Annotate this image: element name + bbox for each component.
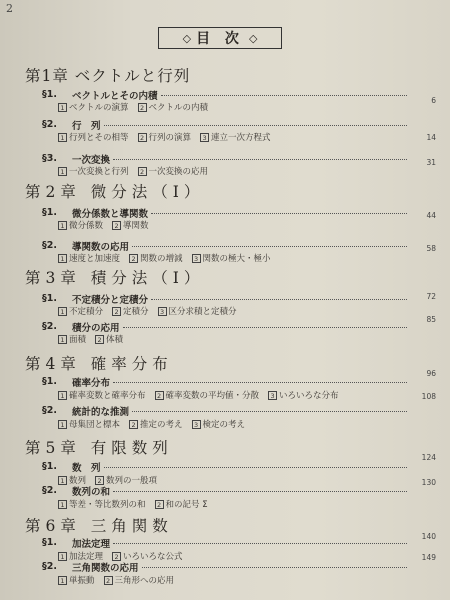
- subsection-item: [192, 254, 271, 264]
- section-row: [42, 484, 410, 497]
- subsection-number-box: 2: [155, 500, 164, 509]
- section-title: 数列の和: [72, 486, 111, 498]
- dot-leader: [123, 326, 407, 328]
- subsection-number-box: 3: [158, 307, 167, 316]
- section-row: [42, 292, 410, 305]
- subsection-item: [95, 335, 123, 345]
- subsection-number-box: 1: [58, 420, 67, 429]
- section-number: §2.: [42, 485, 57, 496]
- subsection-title: 微分係数: [69, 221, 104, 231]
- section-number: §1.: [42, 89, 57, 100]
- subsection-title: 体積: [106, 335, 124, 345]
- section-page-number: 140: [421, 532, 436, 541]
- section-row: [42, 536, 410, 549]
- subsection-item: [58, 167, 129, 177]
- subsection-number-box: 1: [58, 576, 67, 585]
- section-page-number: 108: [421, 392, 436, 401]
- subsection-title: 区分求積と定積分: [168, 307, 237, 317]
- subsection-number-box: 2: [129, 420, 138, 429]
- subsection-title: 定積分: [123, 307, 149, 317]
- section-number: §3.: [42, 153, 57, 164]
- subsection-list: [58, 101, 217, 113]
- section-number: §1.: [42, 376, 57, 387]
- section-page-number: 6: [431, 96, 436, 105]
- subsection-title: 一次変換と行列: [69, 167, 129, 177]
- section-number: §2.: [42, 240, 57, 251]
- subsection-number-box: 2: [104, 576, 113, 585]
- subsection-number-box: 2: [95, 476, 104, 485]
- section-row: [42, 460, 410, 473]
- section-page-number: 96: [426, 369, 436, 378]
- section-page-number: 58: [426, 244, 436, 253]
- subsection-number-box: 1: [58, 307, 67, 316]
- subsection-list: [58, 498, 217, 510]
- section-number: §2.: [42, 561, 57, 572]
- subsection-title: ベクトルの内積: [148, 103, 209, 113]
- subsection-number-box: 2: [138, 167, 147, 176]
- subsection-item: [155, 500, 208, 510]
- section-page-number: 14: [426, 133, 436, 142]
- subsection-title: 推定の考え: [140, 420, 183, 430]
- subsection-item: [129, 420, 183, 430]
- subsection-item: [58, 254, 120, 264]
- subsection-list: [58, 252, 280, 264]
- section-row: [42, 375, 410, 388]
- toc-title-text: 目 次: [196, 31, 244, 47]
- subsection-item: [158, 307, 237, 317]
- subsection-title: 確率変数の平均値・分散: [165, 391, 260, 401]
- subsection-list: [58, 389, 348, 401]
- subsection-number-box: 1: [58, 167, 67, 176]
- subsection-number-box: 1: [58, 476, 67, 485]
- section-number: §2.: [42, 321, 57, 332]
- chapter-heading: 第5章 有限数列: [25, 439, 173, 457]
- subsection-list: [58, 131, 280, 143]
- chapter-heading: 第3章 積分法（I）: [25, 269, 205, 287]
- subsection-item: [58, 307, 103, 317]
- subsection-title: 連立一次方程式: [211, 133, 271, 143]
- subsection-title: 三角形への応用: [114, 576, 175, 586]
- section-title: 統計的な推測: [72, 406, 130, 418]
- section-title: 三角関数の応用: [72, 562, 139, 574]
- subsection-item: [104, 576, 175, 586]
- section-page-number: 124: [421, 453, 436, 462]
- dot-leader: [113, 542, 407, 544]
- subsection-number-box: 2: [155, 391, 164, 400]
- section-title: 一次変換: [72, 154, 111, 166]
- subsection-item: [58, 221, 103, 231]
- subsection-item: [58, 576, 95, 586]
- subsection-title: 不定積分: [69, 307, 104, 317]
- subsection-title: 行列とその相等: [69, 133, 129, 143]
- section-row: [42, 206, 410, 219]
- subsection-title: 単振動: [69, 576, 95, 586]
- subsection-title: 等差・等比数列の和: [69, 500, 146, 510]
- subsection-title: 行列の演算: [148, 133, 192, 143]
- section-title: 確率分布: [72, 377, 111, 389]
- subsection-number-box: 3: [200, 133, 209, 142]
- dot-leader: [104, 124, 407, 126]
- subsection-number-box: 1: [58, 335, 67, 344]
- subsection-title: 数列の一般項: [106, 476, 158, 486]
- dot-leader: [151, 298, 407, 300]
- section-title: 微分係数と導関数: [72, 208, 149, 220]
- dot-leader: [113, 381, 407, 383]
- subsection-number-box: 3: [268, 391, 277, 400]
- subsection-item: [138, 133, 192, 143]
- subsection-title: 数列: [69, 476, 87, 486]
- subsection-list: [58, 418, 254, 430]
- subsection-title: ベクトルの演算: [69, 103, 129, 113]
- subsection-item: [112, 307, 149, 317]
- subsection-item: [112, 221, 149, 231]
- subsection-number-box: 1: [58, 133, 67, 142]
- dot-leader: [161, 94, 407, 96]
- section-number: §1.: [42, 207, 57, 218]
- section-number: §1.: [42, 537, 57, 548]
- section-row: [42, 320, 410, 333]
- section-page-number: 85: [426, 315, 436, 324]
- subsection-item: [200, 133, 271, 143]
- section-row: [42, 560, 410, 573]
- subsection-number-box: 1: [58, 103, 67, 112]
- subsection-number-box: 2: [95, 335, 104, 344]
- subsection-number-box: 3: [192, 420, 201, 429]
- subsection-item: [138, 167, 209, 177]
- section-title: 数 列: [72, 462, 101, 474]
- subsection-item: [58, 103, 129, 113]
- section-page-number: 149: [421, 553, 436, 562]
- section-page-number: 44: [426, 211, 436, 220]
- section-row: [42, 404, 410, 417]
- subsection-title: 検定の考え: [202, 420, 246, 430]
- subsection-list: [58, 305, 246, 317]
- diamond-icon-left: ◇: [182, 31, 192, 45]
- section-title: 不定積分と定積分: [72, 294, 149, 306]
- section-number: §1.: [42, 461, 57, 472]
- subsection-list: [58, 333, 132, 345]
- section-row: [42, 118, 410, 131]
- section-page-number: 72: [426, 292, 436, 301]
- section-title: 行 列: [72, 120, 101, 132]
- dot-leader: [113, 158, 407, 160]
- subsection-title: 導関数: [123, 221, 149, 231]
- subsection-item: [192, 420, 246, 430]
- section-title: 加法定理: [72, 538, 111, 550]
- subsection-item: [138, 103, 209, 113]
- dot-leader: [132, 410, 407, 412]
- chapter-heading: 第6章 三角関数: [25, 517, 173, 535]
- subsection-number-box: 1: [58, 552, 67, 561]
- subsection-list: [58, 165, 217, 177]
- subsection-item: [58, 133, 129, 143]
- dot-leader: [132, 245, 407, 247]
- subsection-item: [129, 254, 183, 264]
- toc-title: [158, 27, 282, 49]
- subsection-number-box: 1: [58, 221, 67, 230]
- chapter-heading: 第4章 確率分布: [25, 355, 173, 373]
- section-number: §2.: [42, 405, 57, 416]
- subsection-title: 関数の増減: [140, 254, 183, 264]
- subsection-title: 加法定理: [69, 552, 104, 562]
- subsection-list: [58, 219, 158, 231]
- subsection-number-box: 3: [192, 254, 201, 263]
- dot-leader: [151, 212, 407, 214]
- subsection-title: いろいろな公式: [123, 552, 183, 562]
- section-row: [42, 239, 410, 252]
- subsection-title: 和の記号 Σ: [165, 500, 208, 510]
- subsection-number-box: 2: [129, 254, 138, 263]
- section-title: 導関数の応用: [72, 241, 130, 253]
- subsection-title: 関数の極大・極小: [202, 254, 271, 264]
- subsection-number-box: 2: [112, 221, 121, 230]
- subsection-number-box: 2: [138, 103, 147, 112]
- subsection-number-box: 1: [58, 391, 67, 400]
- subsection-number-box: 1: [58, 500, 67, 509]
- section-row: [42, 88, 410, 101]
- subsection-item: [155, 391, 260, 401]
- subsection-title: 確率変数と確率分布: [69, 391, 146, 401]
- section-page-number: 31: [426, 158, 436, 167]
- subsection-title: いろいろな分布: [279, 391, 339, 401]
- chapter-heading: 第1章 ベクトルと行列: [25, 67, 191, 85]
- section-row: [42, 152, 410, 165]
- section-number: §2.: [42, 119, 57, 130]
- subsection-list: [58, 574, 183, 586]
- section-page-number: 130: [421, 478, 436, 487]
- subsection-item: [58, 420, 120, 430]
- page-number: 2: [6, 2, 13, 15]
- subsection-title: 一次変換の応用: [148, 167, 209, 177]
- subsection-item: [58, 391, 146, 401]
- subsection-number-box: 2: [112, 307, 121, 316]
- diamond-icon-right: ◇: [248, 31, 258, 45]
- section-title: ベクトルとその内積: [72, 90, 158, 102]
- subsection-title: 面積: [69, 335, 87, 345]
- dot-leader: [142, 566, 407, 568]
- subsection-number-box: 2: [112, 552, 121, 561]
- dot-leader: [113, 490, 407, 492]
- subsection-title: 速度と加速度: [69, 254, 121, 264]
- chapter-heading: 第2章 微分法（I）: [25, 183, 205, 201]
- subsection-item: [58, 335, 86, 345]
- subsection-number-box: 2: [138, 133, 147, 142]
- section-number: §1.: [42, 293, 57, 304]
- subsection-title: 母集団と標本: [69, 420, 121, 430]
- dot-leader: [104, 466, 407, 468]
- subsection-item: [268, 391, 339, 401]
- subsection-number-box: 1: [58, 254, 67, 263]
- section-title: 積分の応用: [72, 322, 120, 334]
- subsection-item: [58, 500, 146, 510]
